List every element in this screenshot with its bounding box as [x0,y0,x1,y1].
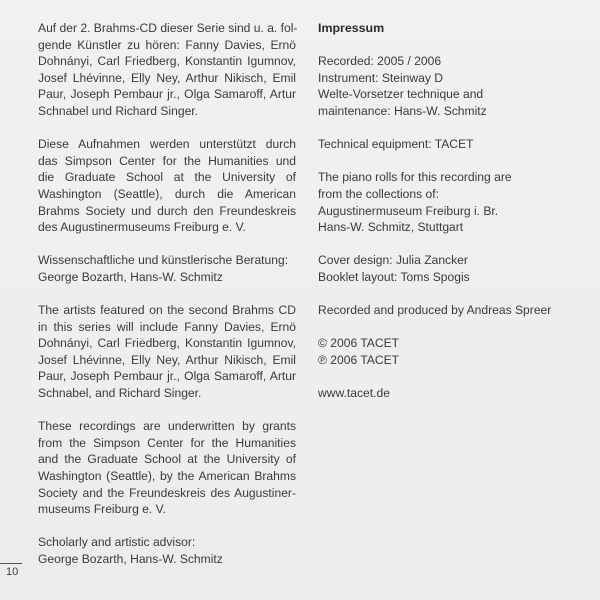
website-url [318,385,580,402]
german-artists-paragraph [38,20,296,120]
text-line: gende Künstler zu hören: Fanny Davies, Ernö [38,37,296,52]
right-column [318,20,580,418]
text-line: des Augustinermuseums Freiburg e. V. [38,220,246,235]
german-advisor-paragraph [38,252,296,285]
text-line: Instrument: Steinway D [318,70,444,85]
technical-equipment [318,136,580,153]
text-line: from the collections of: [318,186,439,201]
text-line: Josef Lhévinne, Elly Ney, Arthur Nikisch, Emil [38,352,296,367]
text-line: Josef Lhévinne, Elly Ney, Arthur Nikisch, Emil [38,70,296,85]
text-line: Washington (Seattle), by the American Brahms [38,469,296,484]
producer-credit [318,302,580,319]
impressum-heading: Impressum [318,21,385,35]
text-line: Recorded: 2005 / 2006 [318,54,442,69]
text-line: museums Freiburg e. V. [38,502,166,517]
text-line: George Bozarth, Hans-W. Schmitz [38,552,223,566]
copyright-notices [318,335,580,368]
text-line: Society and the Freundeskreis des Augustiner- [38,485,296,500]
english-artists-paragraph [38,302,296,402]
text-line: Hans-W. Schmitz, Stuttgart [318,220,464,235]
text-line: Dohnányi, Carl Friedberg, Konstantin Igumnov, [38,336,296,351]
text-line: Cover design: Julia Zancker [318,253,468,268]
text-line: Diese Aufnahmen werden unterstützt durch [38,137,296,152]
text-line: die Graduate School at the University of [38,170,296,185]
text-line: Auf der 2. Brahms-CD dieser Serie sind u. a. fol- [38,21,298,35]
text-line: Paur, Joseph Pembaur jr., Olga Samaroff, Artur [38,87,296,102]
text-line: ℗ 2006 TACET [318,352,400,367]
text-line: maintenance: Hans-W. Schmitz [318,103,487,118]
text-line: Washington (Seattle), durch die American [38,186,296,201]
text-line: Technical equipment: TACET [318,137,474,152]
german-sponsors-paragraph [38,136,296,236]
text-line: These recordings are underwritten by grants [38,419,296,434]
piano-rolls-source [318,169,580,235]
design-credits [318,252,580,285]
text-line: Dohnányi, Carl Friedberg, Konstantin Igumnov, [38,54,296,69]
english-sponsors-paragraph [38,418,296,518]
text-line: The piano rolls for this recording are [318,170,512,185]
text-line: das Simpson Center for the Humanities und [38,153,296,168]
text-line: from the Simpson Center for the Humanities [38,435,296,450]
text-line: George Bozarth, Hans-W. Schmitz [38,269,223,284]
text-line: Brahms Society und durch den Freundeskreis [38,203,296,218]
english-advisor-paragraph [38,534,296,567]
page-number: 10 [6,566,19,578]
text-line: www.tacet.de [318,386,390,401]
text-line: Wissenschaftliche und künstlerische Beratung: [38,253,289,268]
folio-rule [0,563,22,564]
text-line: Welte-Vorsetzer technique and [318,87,484,102]
text-line: Schnabel, and Richard Singer. [38,386,202,401]
text-line: Scholarly and artistic advisor: [38,535,196,550]
left-column [38,20,296,584]
text-line: The artists featured on the second Brahms CD [38,303,296,318]
text-line: Augustinermuseum Freiburg i. Br. [318,203,499,218]
recording-info [318,53,580,119]
text-line: Paur, Joseph Pembaur jr., Olga Samaroff, Artur [38,369,296,384]
text-line: © 2006 TACET [318,336,400,351]
text-line: in this series will include Fanny Davies, Ernö [38,319,296,334]
text-line: and the Graduate School at the University of [38,452,296,467]
text-line: Booklet layout: Toms Spogis [318,269,470,284]
text-line: Recorded and produced by Andreas Spreer [318,303,552,318]
text-line: Schnabel und Richard Singer. [38,103,199,118]
